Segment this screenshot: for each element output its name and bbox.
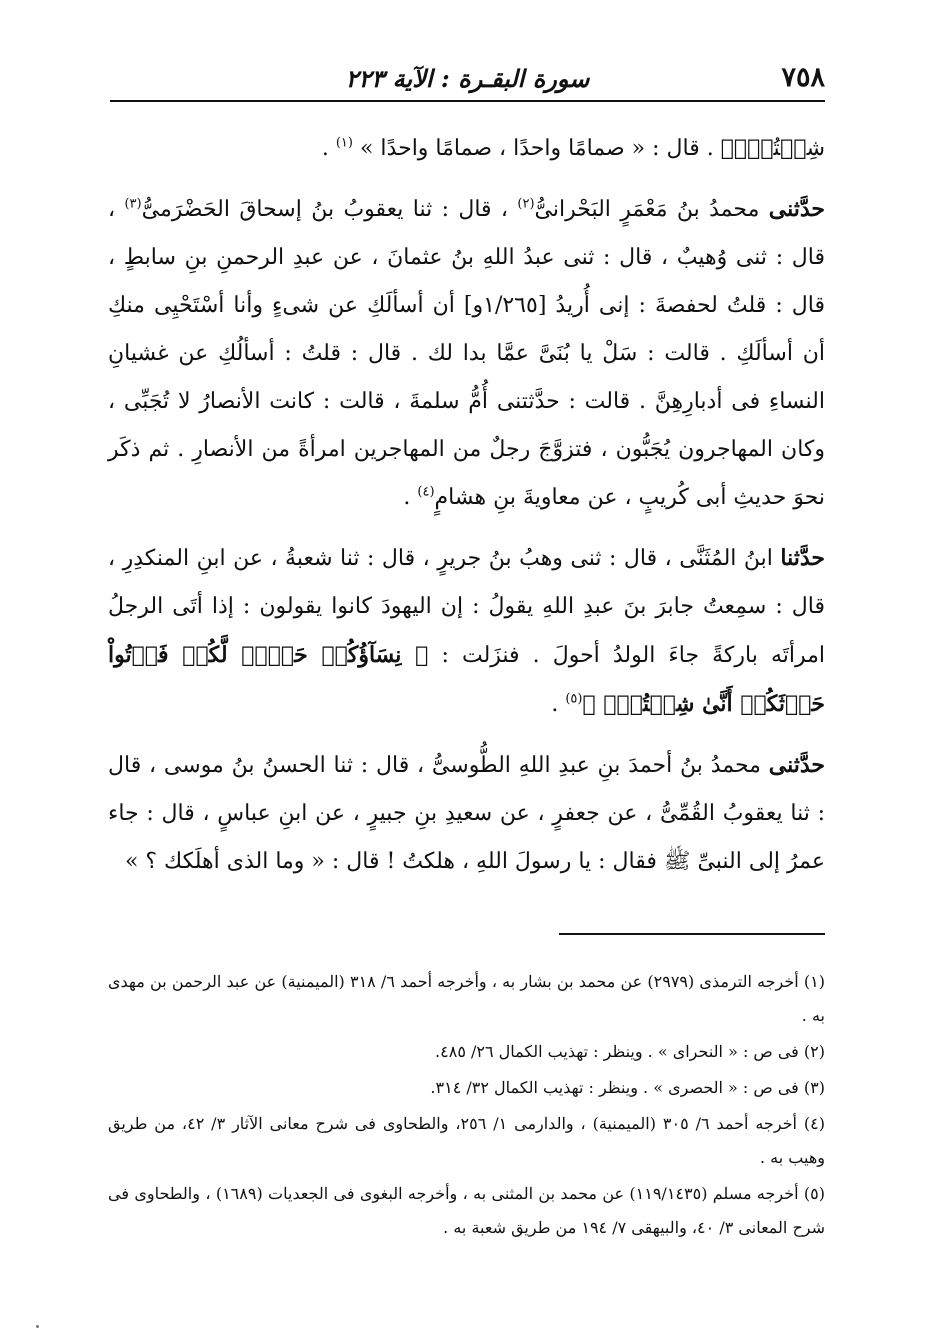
footnote-rule [559, 933, 825, 935]
header-rule [110, 100, 825, 102]
footnote-ref-3[interactable]: (٣) [124, 196, 142, 212]
hadith-lead: حدَّثنى [768, 752, 825, 778]
paragraph-tail: . [403, 485, 418, 510]
paragraph-3 [108, 534, 825, 729]
paragraph-1 [108, 125, 825, 173]
footnote-ref-5[interactable]: (٥) [565, 691, 583, 707]
paragraph-text: محمدُ بنُ مَعْمَرٍ البَحْرانىُّ [534, 197, 769, 222]
footnote-2: (٢) فى ص : « النحراى » . وينظر : تهذيب الكمال ٢٦/ ٤٨٥. [435, 1042, 825, 1061]
paragraph-text: ، قال : ثنى وُهيبٌ ، قال : ثنى عبدُ اللهِ بنُ عثمانَ ، عن عبدِ الرحمنِ بنِ سابطٍ ، قال : قلتُ لحفصةَ : إنى أُريدُ [١/٢٦٥و] أن أسألَكِ عن شىءٍ وأنا أسْتَحْيِى منكِ أن أسألَكِ . قالت : سَلْ يا بُنَىَّ عمَّا بدا لك . قال : قلتُ : أسألُكِ عن غشيانِ النساءِ فى أدبارِهِنَّ . قالت : حدَّثتنى أُمُّ سلمةَ ، قالت : كانت الأنصارُ لا تُجَبِّى ، وكان المهاجرون يُجَبُّون ، فتزوَّجَ رجلٌ من المهاجرين امرأةً من الأنصارِ . ثم ذكَر نحوَ حديثِ أبى كُريبٍ ، عن معاويةَ بنِ هشامٍ [108, 197, 825, 510]
hadith-lead: حدَّثنى [768, 196, 826, 222]
footnote-1: (١) أخرجه الترمذى (٢٩٧٩) عن محمد بن بشار به ، وأخرجه أحمد ٦/ ٣١٨ (الميمنية) عن عبد الرحمن بن مهدى به . [108, 972, 825, 1025]
footnote-ref-4[interactable]: (٤) [417, 484, 435, 500]
main-text [108, 125, 825, 886]
scan-speck [36, 1325, 39, 1328]
paragraph-text: شِئۡتُمۡۖ﴾ . قال : « صمامًا واحدًا ، صمامًا واحدًا » [352, 136, 825, 161]
hadith-lead: حدَّثنا [780, 545, 825, 571]
paragraph-tail: . [551, 692, 566, 717]
footnote-4: (٤) أخرجه أحمد ٦/ ٣٠٥ (الميمنية) ، والدارمى ١/ ٢٥٦، والطحاوى فى شرح معانى الآثار ٣/ ٤٢، من طريق وهيب به . [108, 1114, 825, 1167]
running-title: سورة البقـرة : الآية ٢٢٣ [345, 64, 590, 93]
paragraph-4 [108, 741, 825, 886]
paragraph-2 [108, 185, 825, 522]
footnote-ref-1[interactable]: (١) [335, 135, 353, 151]
paragraph-text: ابنُ المُثَنَّى ، قال : ثنى وهبُ بنُ جريرٍ ، قال : ثنا شعبةُ ، عن ابنِ المنكدِرِ ، قال : سمِعتُ جابرَ بنَ عبدِ اللهِ يقولُ : إن اليهودَ كانوا يقولون : إذا أتَى الرجلُ امرأتَه باركةً جاءَ الولدُ أحولَ . فنزَلت : [108, 546, 826, 668]
page-number: ٧٥٨ [781, 62, 825, 93]
paragraph-tail: . [321, 136, 336, 161]
footnote-3: (٣) فى ص : « الحصرى » . وينظر : تهذيب الكمال ٣٢/ ٣١٤. [430, 1078, 825, 1097]
quran-verse: ﴿ نِسَآؤُكُمۡ حَرۡثٞ لَّكُمۡ فَأۡتُواْ حَرۡثَكُمۡ أَنَّىٰ شِئۡتُمۡۖ ﴾ [108, 642, 825, 717]
paragraph-text: محمدُ بنُ أحمدَ بنِ عبدِ اللهِ الطُّوسىُّ ، قال : ثنا الحسنُ بنُ موسى ، قال : ثنا يعقوبُ القُمِّىُّ ، عن جعفرٍ ، عن سعيدِ بنِ جبيرٍ ، عن ابنِ عباسٍ ، قال : جاء عمرُ إلى النبىِّ ﷺ فقال : يا رسولَ اللهِ ، هلكتُ ! قال : « وما الذى أهلَكك ؟ » [108, 753, 825, 874]
page-header [110, 52, 825, 100]
footnote-5: (٥) أخرجه مسلم (١١٩/١٤٣٥) عن محمد بن المثنى به ، وأخرجه البغوى فى الجعديات (١٦٨٩) ، والطحاوى فى شرح المعانى ٣/ ٤٠، والبيهقى ٧/ ١٩٤ من طريق شعبة به . [108, 1184, 825, 1237]
paragraph-text: ، قال : ثنا يعقوبُ بنُ إسحاقَ الحَضْرَمىُّ [141, 197, 518, 222]
footnotes [108, 965, 825, 1247]
footnote-ref-2[interactable]: (٢) [517, 196, 535, 212]
